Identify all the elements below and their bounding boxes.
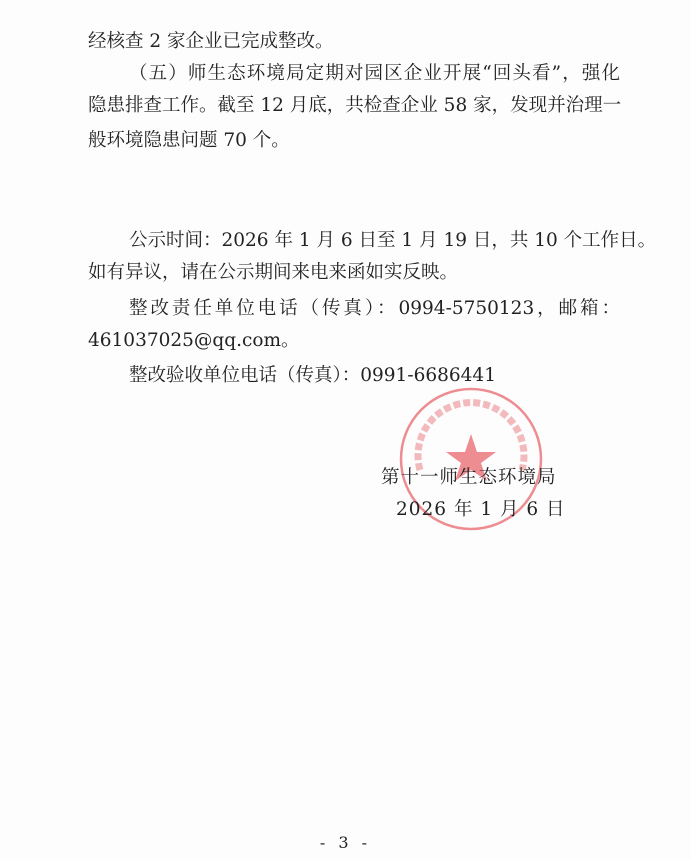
responsible-contact: 整改责任单位电话（传真）：0994-5750123，邮箱： — [129, 298, 620, 319]
responsible-email: 461037025@qq.com。 — [88, 330, 300, 351]
notice-objection: 如有异议，请在公示期间来电来函如实反映。 — [88, 262, 459, 283]
body-line: 般环境隐患问题 70 个。 — [88, 130, 290, 151]
body-line: 经核查 2 家企业已完成整改。 — [88, 31, 334, 52]
body-line: 隐患排查工作。截至 12 月底，共检查企业 58 家，发现并治理一 — [88, 95, 622, 116]
signature-org: 第十一师生态环境局 — [381, 467, 557, 488]
acceptance-contact: 整改验收单位电话（传真）：0991-6686441 — [129, 365, 496, 386]
notice-period: 公示时间：2026 年 1 月 6 日至 1 月 19 日，共 10 个工作日。 — [129, 230, 657, 251]
body-line: （五）师生态环境局定期对园区企业开展“回头看”，强化 — [129, 63, 620, 84]
signature-date: 2026 年 1 月 6 日 — [396, 499, 566, 520]
page-number: - 3 - — [319, 833, 372, 852]
